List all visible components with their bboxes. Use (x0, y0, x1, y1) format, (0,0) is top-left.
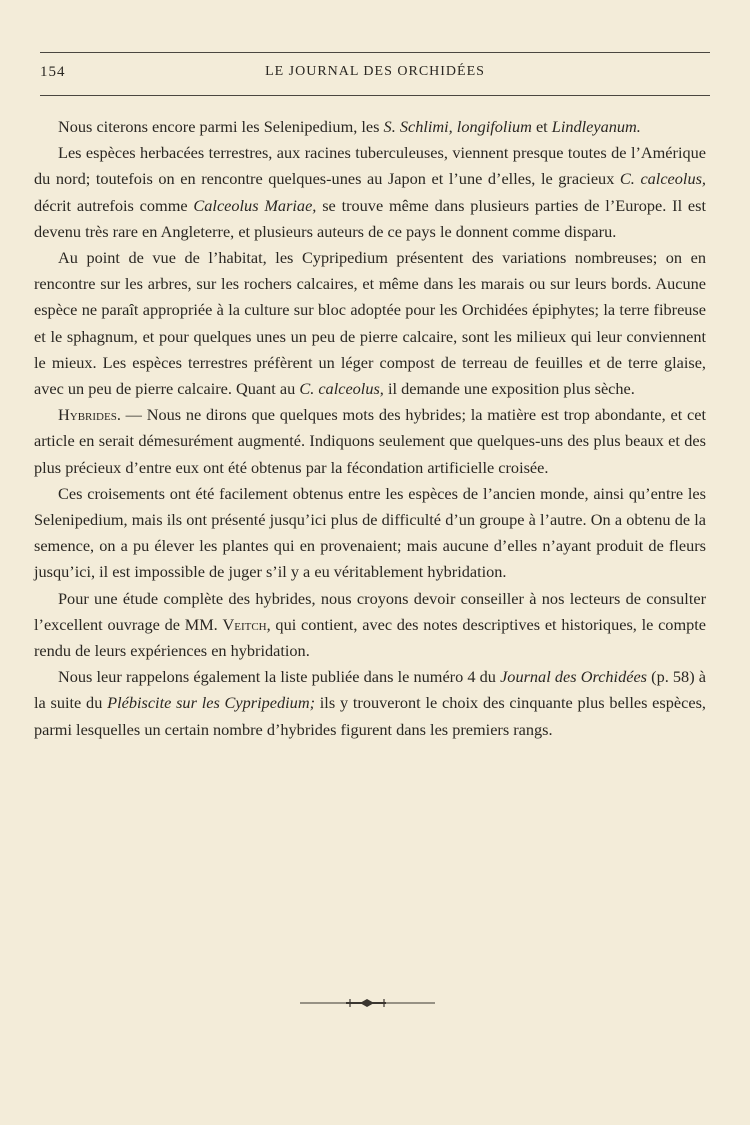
paragraph-herbaceous-species: Les espèces herbacées terrestres, aux racines tuberculeuses, viennent presque toutes de l’Amérique du nord; toutefois on en rencontre quelques-unes au Japon et l’une d’elles, le gracieux C. calceolus, décrit autrefois comme Calceolus Mariae, se trouve même dans plusieurs parties de l’Europe. Il est devenu très rare en Angleterre, et plusieurs auteurs de ce pays le donnent comme disparu. (34, 143, 707, 241)
running-head: LE JOURNAL DES ORCHIDÉES (265, 64, 485, 79)
header-rule-bottom (40, 95, 710, 96)
end-ornament-icon (300, 996, 435, 1010)
header-rule-top (40, 52, 710, 53)
paragraph-veitch-reference: Pour une étude complète des hybrides, nous croyons devoir conseiller à nos lecteurs de consulter l’excellent ouvrage de MM. Veitch, qui contient, avec des notes descriptives et historiques, le compte rendu de leurs expériences en hybridation. (34, 588, 706, 661)
page-header (40, 64, 710, 86)
paragraph-habitat: Au point de vue de l’habitat, les Cypripedium présentent des variations nombreuses; on en rencontre sur les arbres, sur les rochers calcaires, et même dans les marais ou sur leurs bords. Aucune espèce ne paraît appropriée à la culture sur bloc adoptée pour les Orchidées épiphytes; la terre fibreuse et le sphagnum, et pour quelques unes un peu de pierre calcaire, sont les milieux qui leur conviennent le mieux. Les espèces terrestres préfèrent un léger compost de terreau de feuilles et de terre glaise, avec un peu de pierre calcaire. Quant au C. calceolus, il demande une exposition plus sèche. (34, 248, 706, 399)
paragraph-plebiscite: Nous leur rappelons également la liste publiée dans le numéro 4 du Journal des Orchidées (p. 58) à la suite du Plébiscite sur les Cypripedium; ils y trouveront le choix des cinquante plus belles espèces, parmi lesquelles un certain nombre d’hybrides figurent dans les premiers rangs. (34, 667, 706, 739)
article-body (34, 114, 706, 743)
paragraph-hybrids: Hybrides. — Nous ne dirons que quelques mots des hybrides; la matière est trop abondante, et cet article en serait démesurément augmenté. Indiquons seulement que quelques-uns des plus beaux et des plus précieux d’entre eux ont été obtenus par la fécondation artificielle croisée. (34, 405, 706, 477)
page-number: 154 (40, 64, 66, 80)
paragraph-selenipedium: Nous citerons encore parmi les Selenipedium, les S. Schlimi, longifolium et Lindleyanum. (58, 117, 641, 136)
paragraph-crossings: Ces croisements ont été facilement obtenus entre les espèces de l’ancien monde, ainsi qu’entre les Selenipedium, mais ils ont présenté jusqu’ici plus de difficulté d’un groupe à l’autre. On a obtenu de la semence, on a pu élever les plantes qui en provenaient; mais aucune d’elles n’ayant produit de fleurs jusqu’ici, il est impossible de juger s’il y a eu véritablement hybridation. (34, 483, 706, 582)
